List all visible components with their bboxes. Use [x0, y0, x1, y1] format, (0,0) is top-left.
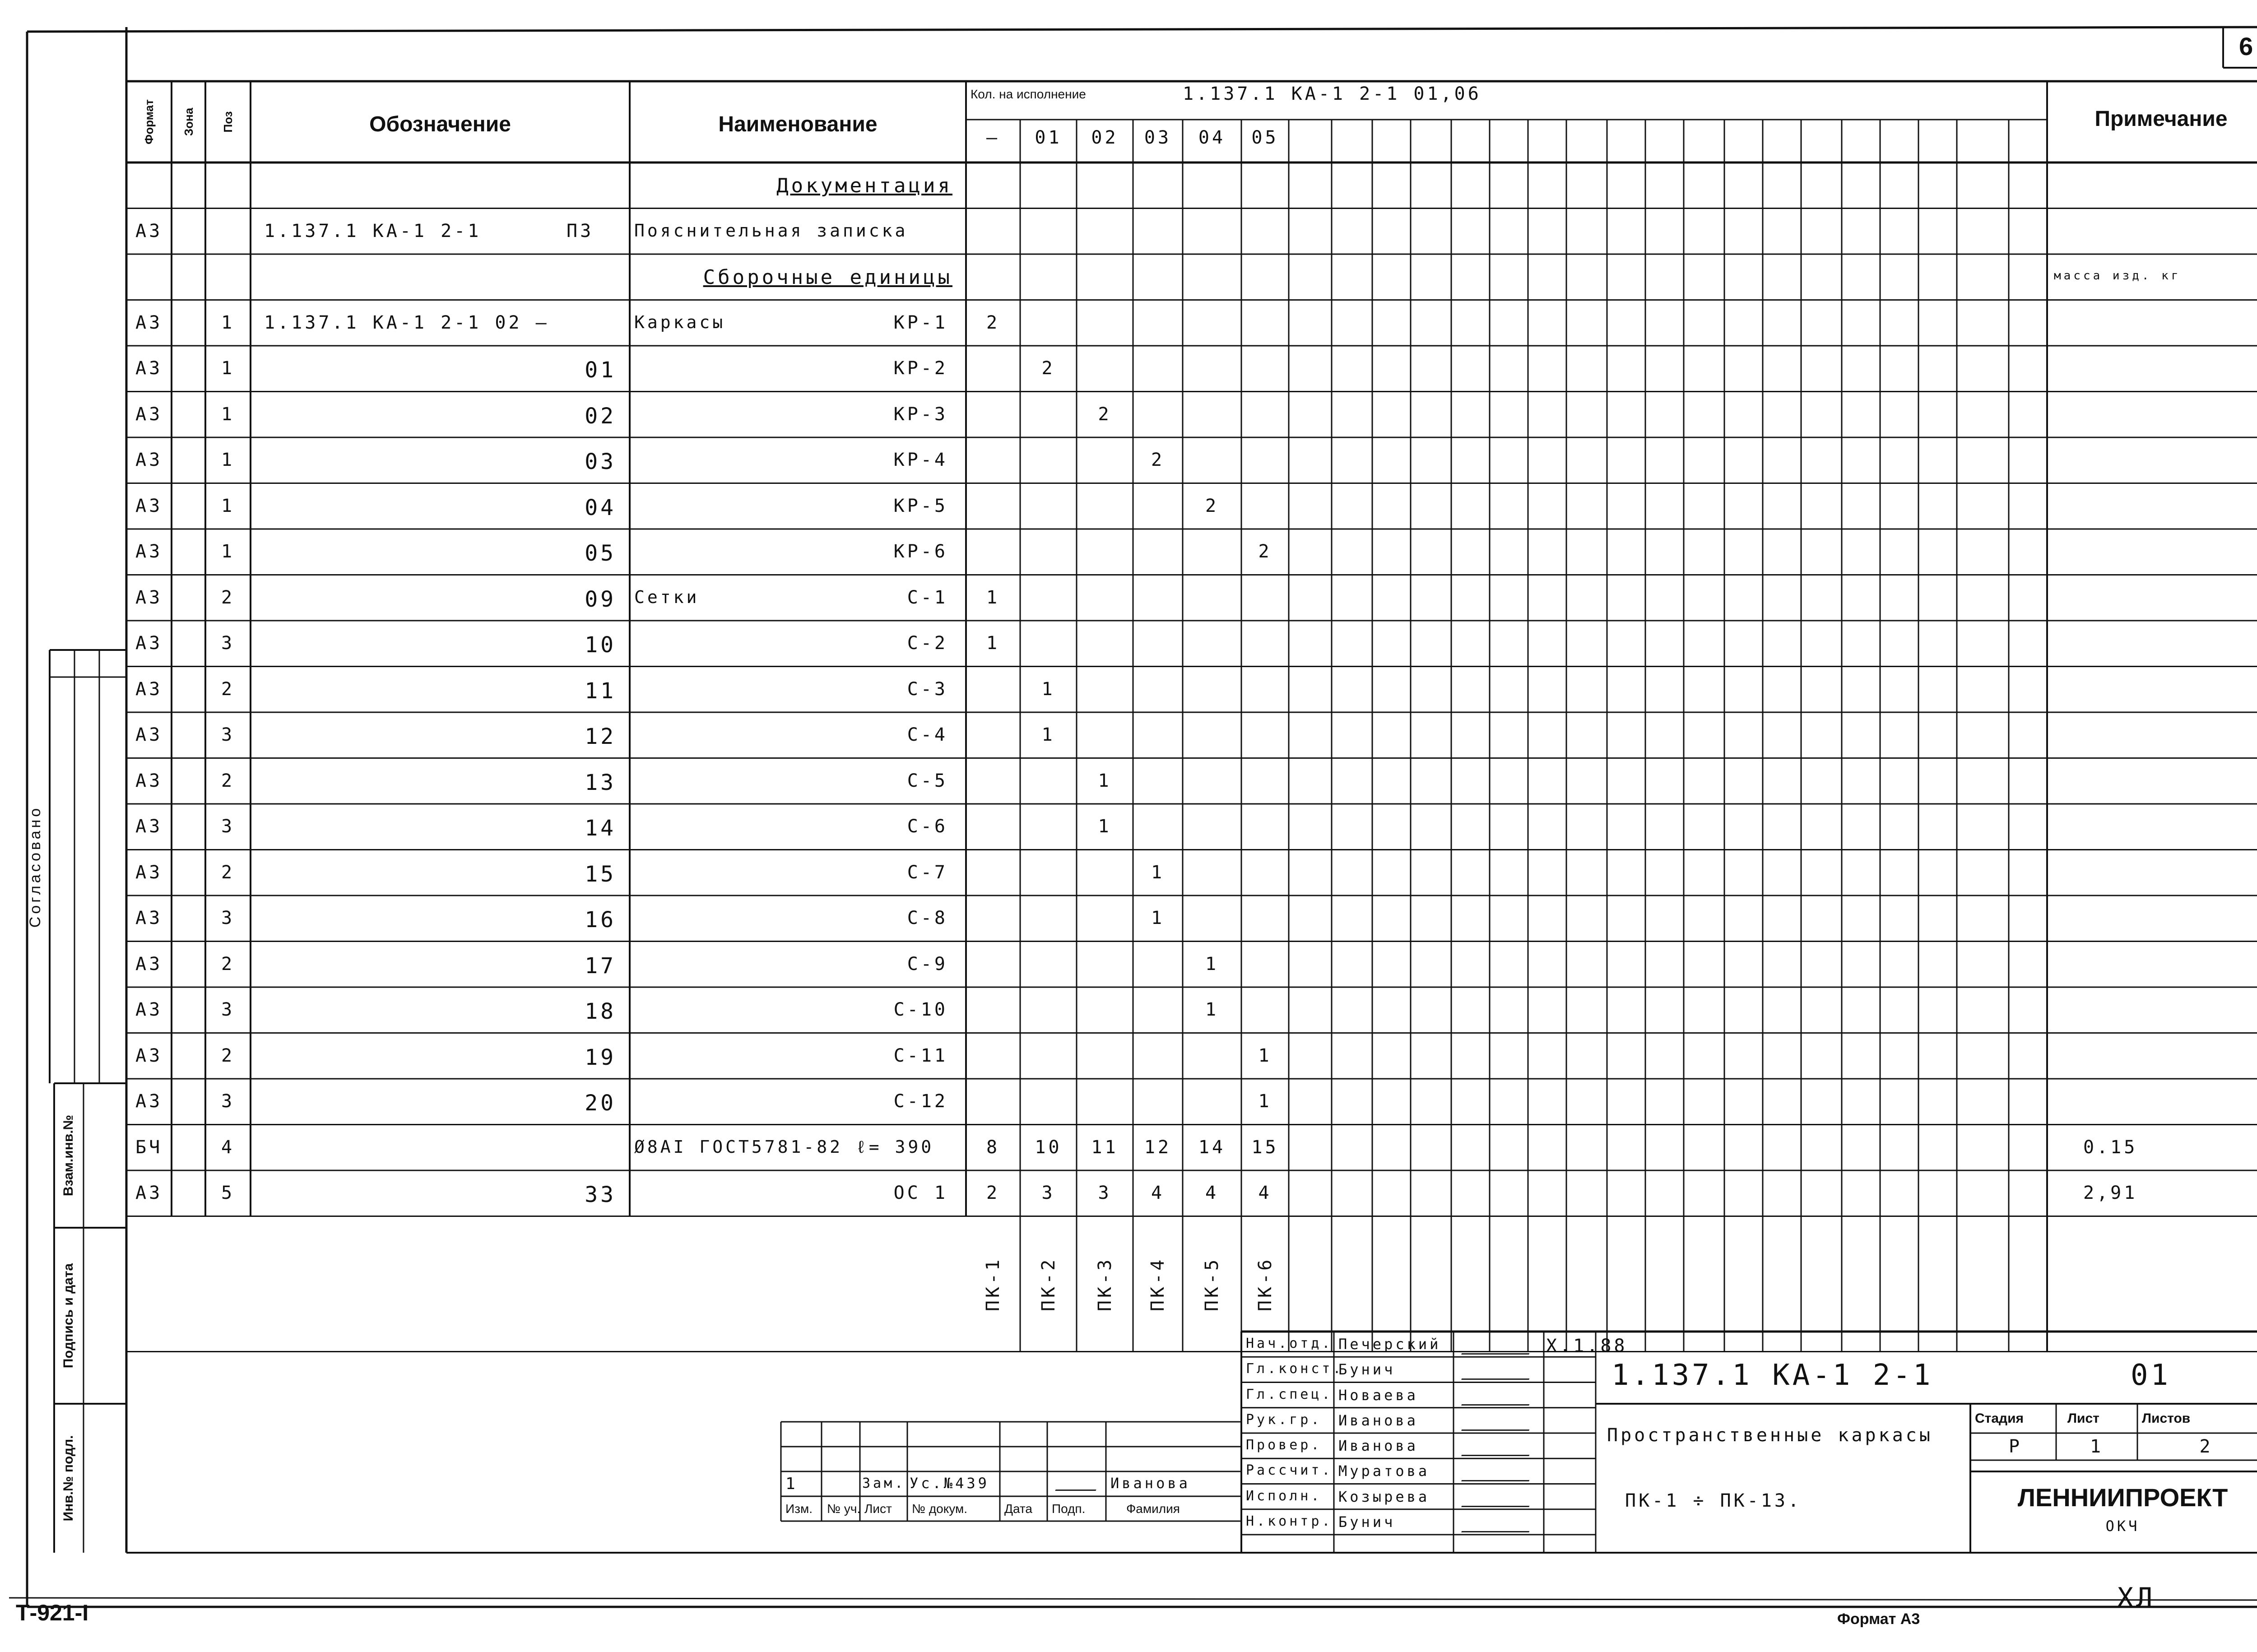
row-pos: 3 — [221, 1091, 235, 1112]
header-qty-doc-ref: 1.137.1 КА-1 2-1 01,06 — [1183, 84, 1481, 104]
change-doc: Ус.№439 — [910, 1475, 989, 1492]
change-header: Изм. — [785, 1502, 813, 1516]
drawing-code: Т-921-I — [16, 1600, 89, 1625]
department: ОКЧ — [2105, 1517, 2140, 1535]
row-format: А3 — [135, 816, 163, 837]
row-pos: 3 — [221, 999, 235, 1020]
row-designation: 11 — [585, 678, 616, 704]
row-pos: 1 — [221, 495, 235, 516]
header-variant-2: 02 — [1091, 127, 1119, 148]
change-header: Дата — [1004, 1502, 1033, 1516]
row-name: Каркасы — [634, 312, 726, 332]
staff-name: Иванова — [1338, 1437, 1418, 1454]
variant-mark: ПК-5 — [1202, 1257, 1222, 1311]
variant-mark: ПК-2 — [1038, 1257, 1059, 1311]
variant-mark: ПК-4 — [1147, 1257, 1168, 1311]
row-qty: 1 — [1258, 1045, 1272, 1066]
row-format: А3 — [135, 953, 163, 974]
row-qty: 1 — [1205, 953, 1219, 974]
variant-mark: ПК-3 — [1094, 1257, 1115, 1311]
organization: ЛЕННИИПРОЕКТ — [2017, 1483, 2228, 1512]
row-format: А3 — [135, 633, 163, 654]
copy-mark: ХЛ — [2117, 1582, 2155, 1614]
row-qty: 4 — [1205, 1183, 1219, 1203]
row-name-mark: С-1 — [907, 587, 948, 608]
row-qty: 1 — [1098, 770, 1112, 791]
row-designation: 17 — [585, 953, 616, 979]
row-designation: 20 — [585, 1091, 616, 1116]
row-format: А3 — [135, 770, 163, 791]
row-pos: 2 — [221, 678, 235, 700]
row-format: А3 — [135, 908, 163, 928]
sheets-value: 2 — [2199, 1436, 2213, 1457]
agreed-label: Согласовано — [27, 805, 44, 928]
staff-signature — [1461, 1335, 1536, 1355]
row-designation-suffix: ПЗ — [567, 220, 594, 241]
row-name: Ø8АI ГОСТ5781-82 ℓ= 390 — [634, 1137, 934, 1157]
change-header: Фамилия — [1126, 1502, 1180, 1516]
doc-suffix: 01 — [2131, 1359, 2171, 1392]
row-format: А3 — [135, 587, 163, 608]
row-designation: 10 — [585, 632, 616, 658]
row-qty: 2 — [986, 312, 1000, 333]
podpis-label: Подпись и дата — [61, 1263, 76, 1369]
row-name-mark: КР-3 — [893, 404, 948, 425]
row-qty: 8 — [986, 1137, 1000, 1158]
row-name-mark: С-9 — [907, 953, 948, 974]
row-qty: 1 — [986, 633, 1000, 654]
row-designation: 14 — [585, 816, 616, 841]
row-pos: 1 — [221, 312, 235, 333]
title-line-1: Пространственные каркасы — [1607, 1425, 1933, 1446]
row-designation: 19 — [585, 1044, 616, 1070]
row-qty: 2 — [986, 1183, 1000, 1203]
row-qty: 10 — [1035, 1137, 1062, 1158]
staff-name: Печерский — [1338, 1336, 1441, 1353]
outer-frame-top — [27, 27, 2257, 32]
staff-role: Нач.отд. — [1246, 1336, 1333, 1351]
staff-role: Рук.гр. — [1246, 1411, 1322, 1428]
sheet-value: 1 — [2090, 1436, 2104, 1457]
staff-signature — [1461, 1488, 1536, 1507]
row-qty: 14 — [1198, 1137, 1226, 1158]
change-kind: Зам. — [862, 1476, 906, 1491]
row-name-mark: С-6 — [907, 816, 948, 837]
row-qty: 3 — [1098, 1183, 1112, 1203]
header-designation: Обозначение — [369, 112, 511, 136]
row-format: А3 — [135, 999, 163, 1020]
row-designation: 12 — [585, 724, 616, 749]
staff-name: Бунич — [1338, 1361, 1396, 1378]
row-note: 0.15 — [2083, 1137, 2138, 1158]
row-qty: 2 — [1151, 450, 1165, 470]
row-format: А3 — [135, 1183, 163, 1203]
row-pos: 1 — [221, 358, 235, 379]
row-name: Сетки — [634, 587, 700, 607]
row-name-mark: С-10 — [893, 999, 948, 1020]
row-format: А3 — [135, 724, 163, 745]
row-designation: 15 — [585, 861, 616, 887]
staff-name: Новаева — [1338, 1386, 1418, 1404]
row-format: А3 — [135, 1091, 163, 1112]
variant-mark: ПК-1 — [983, 1257, 1003, 1311]
staff-name: Муратова — [1338, 1462, 1430, 1480]
change-signature — [1055, 1476, 1102, 1491]
staff-role: Н.контр. — [1246, 1513, 1333, 1529]
change-header: № докум. — [912, 1502, 968, 1516]
row-qty: 2 — [1258, 541, 1272, 562]
row-name-mark: С-7 — [907, 862, 948, 883]
row-qty: 4 — [1151, 1183, 1165, 1203]
staff-signature — [1461, 1360, 1536, 1380]
staff-role: Гл.спец. — [1246, 1386, 1333, 1402]
row-name-mark: С-2 — [907, 633, 948, 654]
sheet-edge — [9, 1598, 2257, 1600]
row-format: А3 — [135, 541, 163, 562]
stamp-date: Х.1.88 — [1546, 1336, 1628, 1356]
row-pos: 1 — [221, 450, 235, 470]
row-note: 2,91 — [2083, 1183, 2138, 1203]
staff-name: Иванова — [1338, 1411, 1418, 1429]
staff-signature — [1461, 1411, 1536, 1431]
row-format: А3 — [135, 220, 163, 241]
row-pos: 1 — [221, 541, 235, 562]
row-section-title: Сборочные единицы — [703, 266, 952, 289]
header-variant-0: – — [986, 127, 1000, 148]
doc-code: 1.137.1 КА-1 2-1 — [1611, 1359, 1933, 1392]
change-surname: Иванова — [1110, 1475, 1190, 1492]
row-pos: 4 — [221, 1137, 235, 1158]
sheets-label: Листов — [2142, 1411, 2191, 1426]
row-format: А3 — [135, 450, 163, 470]
change-num: 1 — [785, 1475, 798, 1493]
row-name-mark: С-4 — [907, 724, 948, 745]
row-designation: 1.137.1 КА-1 2-1 — [264, 220, 482, 241]
header-format: Формат — [142, 99, 156, 144]
row-name-mark: КР-2 — [893, 358, 948, 379]
row-format: А3 — [135, 678, 163, 700]
staff-name: Козырева — [1338, 1488, 1430, 1505]
row-designation: 04 — [585, 495, 616, 520]
row-format: А3 — [135, 495, 163, 516]
header-pos: Поз — [221, 111, 235, 133]
row-qty: 1 — [1205, 999, 1219, 1020]
header-variant-5: 05 — [1251, 127, 1279, 148]
header-variant-1: 01 — [1035, 127, 1062, 148]
row-qty: 1 — [1151, 862, 1165, 883]
row-qty: 11 — [1091, 1137, 1119, 1158]
row-designation: 16 — [585, 907, 616, 933]
corner-sheet-number: 6 — [2239, 32, 2253, 60]
row-qty: 1 — [1258, 1091, 1272, 1112]
row-qty: 1 — [1041, 678, 1055, 700]
row-name-mark: КР-6 — [893, 541, 948, 562]
row-qty: 3 — [1041, 1183, 1055, 1203]
row-name-mark: С-5 — [907, 770, 948, 791]
staff-role: Гл.конст. — [1246, 1361, 1344, 1377]
row-pos: 5 — [221, 1183, 235, 1203]
header-variant-3: 03 — [1144, 127, 1172, 148]
row-pos: 2 — [221, 770, 235, 791]
row-qty: 2 — [1041, 358, 1055, 379]
row-qty: 2 — [1205, 495, 1219, 516]
row-name-mark: С-3 — [907, 678, 948, 700]
row-name-mark: С-12 — [893, 1091, 948, 1112]
staff-role: Рассчит. — [1246, 1462, 1333, 1479]
sheet-label: Лист — [2067, 1411, 2099, 1426]
staff-signature — [1461, 1437, 1536, 1456]
row-designation: 33 — [585, 1182, 616, 1207]
staff-signature — [1461, 1386, 1536, 1406]
row-pos: 2 — [221, 953, 235, 974]
row-designation: 05 — [585, 541, 616, 566]
row-name-mark: С-8 — [907, 908, 948, 928]
staff-signature — [1461, 1462, 1536, 1481]
header-name: Наименование — [718, 112, 878, 136]
inv-label: Инв.№ подл. — [61, 1435, 76, 1522]
row-format: А3 — [135, 404, 163, 425]
format-label: Формат А3 — [1837, 1610, 1920, 1628]
row-name-mark: КР-4 — [893, 450, 948, 470]
staff-role: Исполн. — [1246, 1488, 1322, 1504]
row-pos: 2 — [221, 587, 235, 608]
row-qty: 2 — [1098, 404, 1112, 425]
change-header: № уч. — [827, 1502, 861, 1516]
staff-signature — [1461, 1513, 1536, 1532]
row-designation: 03 — [585, 449, 616, 474]
staff-role: Провер. — [1246, 1437, 1322, 1453]
row-name-mark: С-11 — [893, 1045, 948, 1066]
row-designation: 18 — [585, 999, 616, 1024]
row-designation: 1.137.1 КА-1 2-1 02 – — [264, 312, 549, 333]
stage-value: Р — [2008, 1436, 2023, 1457]
row-format: А3 — [135, 312, 163, 333]
row-qty: 1 — [1098, 816, 1112, 837]
row-name-mark: КР-5 — [893, 495, 948, 516]
header-note: Примечание — [2094, 107, 2228, 131]
header-zone: Зона — [182, 107, 195, 136]
row-designation: 13 — [585, 770, 616, 795]
row-qty: 1 — [986, 587, 1000, 608]
row-format: А3 — [135, 358, 163, 379]
row-qty: 15 — [1251, 1137, 1279, 1158]
row-qty: 12 — [1144, 1137, 1172, 1158]
row-section-title: Документация — [776, 174, 952, 197]
row-pos: 3 — [221, 908, 235, 928]
stage-label: Стадия — [1975, 1411, 2024, 1426]
row-note: масса изд. кг — [2054, 269, 2181, 283]
header-qty-label: Кол. на исполнение — [971, 87, 1086, 101]
row-format: БЧ — [135, 1137, 163, 1158]
row-designation: 09 — [585, 586, 616, 612]
staff-name: Бунич — [1338, 1513, 1396, 1531]
row-designation: 01 — [585, 357, 616, 383]
header-variant-4: 04 — [1198, 127, 1226, 148]
row-qty: 1 — [1151, 908, 1165, 928]
change-header: Подп. — [1052, 1502, 1086, 1516]
row-pos: 3 — [221, 724, 235, 745]
row-name-mark: ОС 1 — [893, 1183, 948, 1203]
row-pos: 3 — [221, 816, 235, 837]
row-format: А3 — [135, 1045, 163, 1066]
row-pos: 2 — [221, 862, 235, 883]
vzam-label: Взам.инв.№ — [61, 1114, 76, 1197]
row-designation: 02 — [585, 403, 616, 429]
row-name-mark: КР-1 — [893, 312, 948, 333]
row-name: Пояснительная записка — [634, 220, 908, 241]
row-pos: 2 — [221, 1045, 235, 1066]
variant-mark: ПК-6 — [1254, 1257, 1276, 1311]
row-format: А3 — [135, 862, 163, 883]
row-qty: 4 — [1258, 1183, 1272, 1203]
row-pos: 3 — [221, 633, 235, 654]
row-qty: 1 — [1041, 724, 1055, 745]
title-line-2: ПК-1 ÷ ПК-13. — [1625, 1490, 1802, 1511]
change-header: Лист — [864, 1502, 892, 1516]
row-pos: 1 — [221, 404, 235, 425]
